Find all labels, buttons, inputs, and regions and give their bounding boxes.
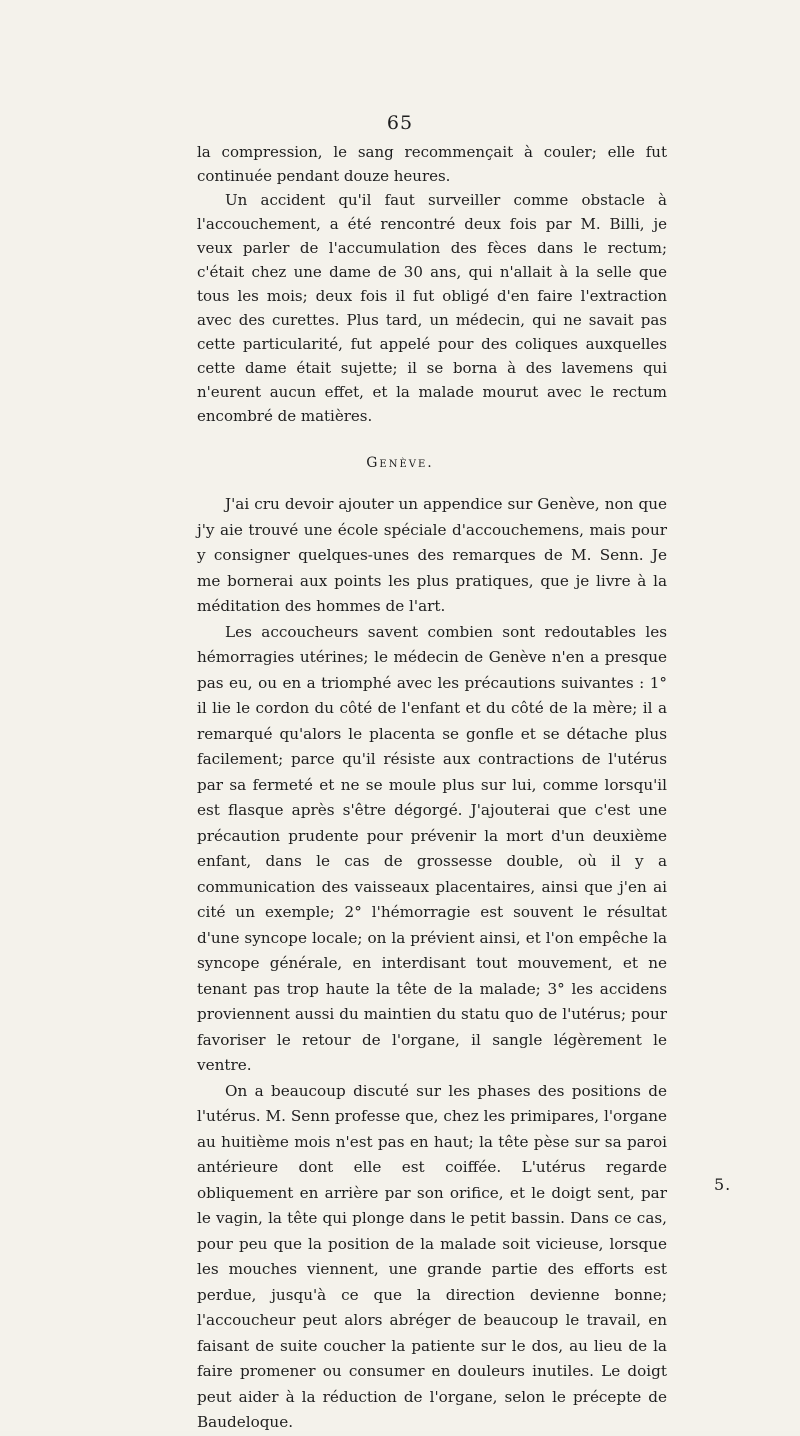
intro-paragraph-1: la compression, le sang recommençait à couler; elle fut continuée pendant douze heures. [197, 143, 667, 185]
section-paragraph-1: J'ai cru devoir ajouter un appendice sur Genève, non que j'y aie trouvé une école spéciale d'accouchemens, mais pour y consigner quelques-unes des remarques de M. Senn. Je me bornerai aux points les plus pratiques, que je livre à la méditation des hommes de l'art. [197, 495, 667, 615]
signature-mark: 5. [714, 1175, 732, 1194]
section-paragraph-2: Les accoucheurs savent combien sont redoutables les hémorragies utérines; le médecin de Genève n'en a presque pas eu, ou en a triomphé avec les précautions suivantes : 1° il lie le cordon du côté de l'enfant et du côté de la mère; il a remarqué qu'alors le placenta se gonfle et se détache plus facilement; parce qu'il résiste aux contractions de l'utérus par sa fermeté et ne se moule plus sur lui, comme lorsqu'il est flasque après s'être dégorgé. J'ajouterai que c'est une précaution prudente pour prévenir la mort d'un deuxième enfant, dans le cas de grossesse double, où il y a communication des vaisseaux placentaires, ainsi que j'en ai cité un exemple; 2° l'hémorragie est souvent le résultat d'une syncope locale; on la prévient ainsi, et l'on empêche la syncope générale, en interdisant tout mouvement, et ne tenant pas trop haute la tête de la malade; 3° les accidens proviennent aussi du maintien du statu quo de l'utérus; pour favoriser le retour de l'organe, il sangle légèrement le ventre. [197, 622, 667, 1074]
intro-text-block [197, 140, 667, 428]
page-number: 65 [386, 112, 414, 134]
section-text-block [197, 492, 667, 1436]
section-paragraph-3: On a beaucoup discuté sur les phases des positions de l'utérus. M. Senn professe que, chez les primipares, l'organe au huitième mois n'est pas en haut; la tête pèse sur sa paroi antérieure dont elle est coiffée. L'utérus regarde obliquement en arrière par son orifice, et le doigt sent, par le vagin, la tête qui plonge dans le petit bassin. Dans ce cas, pour peu que la position de la malade soit vicieuse, lorsque les mouches viennent, une grande partie des efforts est perdue, jusqu'à ce que la direction devienne bonne; l'accoucheur peut alors abréger de beaucoup le travail, en faisant de suite coucher la patiente sur le dos, au lieu de la faire promener ou consumer en douleurs inutiles. Le doigt peut aider à la réduction de l'organe, selon le précepte de Baudeloque. [197, 1081, 667, 1431]
intro-paragraph-2: Un accident qu'il faut surveiller comme obstacle à l'accouchement, a été rencontré deux fois par M. Billi, je veux parler de l'accumulation des fèces dans le rectum; c'était chez une dame de 30 ans, qui n'allait à la selle que tous les mois; deux fois il fut obligé d'en faire l'extraction avec des curettes. Plus tard, un médecin, qui ne savait pas cette particularité, fut appelé pour des coliques auxquelles cette dame était sujette; il se borna à des lavemens qui n'eurent aucun effet, et la malade mourut avec le rectum encombré de matières. [197, 191, 667, 425]
section-heading: Genève. [366, 455, 434, 471]
